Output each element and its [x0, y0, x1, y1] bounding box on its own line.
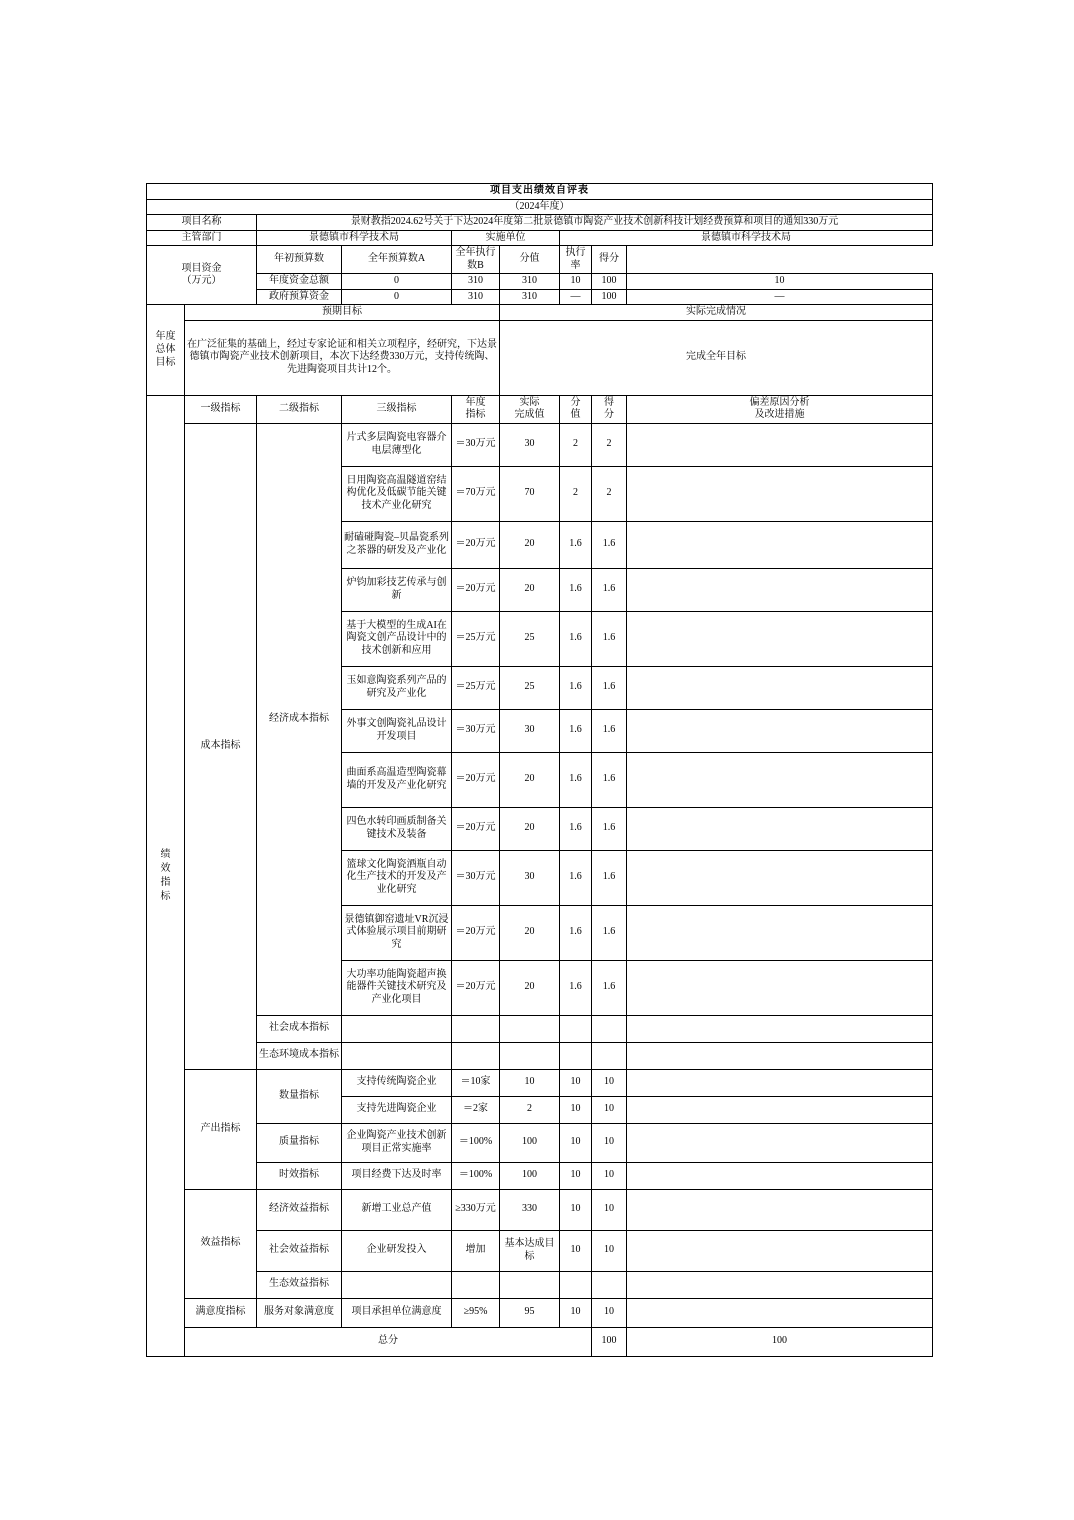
deviation [627, 807, 933, 850]
year-target: ＝20万元 [452, 807, 500, 850]
score-value: 1.6 [560, 850, 592, 905]
funds-row-total [147, 274, 933, 290]
level3-label: 日用陶瓷高温隧道窑结构优化及低碳节能关键技术产业化研究 [342, 466, 452, 521]
score-value: 1.6 [560, 709, 592, 752]
score: 1.6 [592, 709, 627, 752]
score: 1.6 [592, 960, 627, 1015]
header-actual: 实际 完成值 [500, 395, 560, 423]
year-target: ＝20万元 [452, 752, 500, 807]
score-value: 1.6 [560, 521, 592, 568]
level3-label: 曲面系高温造型陶瓷幕墙的开发及产业化研究 [342, 752, 452, 807]
total-label: 总分 [185, 1327, 592, 1356]
table-row [147, 1015, 933, 1042]
score: 10 [592, 1162, 627, 1189]
actual-value: 30 [500, 423, 560, 466]
col-begin-budget: 年初预算数 [257, 246, 342, 274]
score-value: 1.6 [560, 807, 592, 850]
funds-row-annual: 310 [452, 274, 500, 290]
header-level2: 二级指标 [257, 395, 342, 423]
funds-row-scoreval: — [560, 289, 592, 305]
expected-goal-text: 在广泛征集的基础上，经过专家论证和相关立项程序，经研究，下达景德镇市陶瓷产业技术创新项目，本次下达经费330万元，支持传统陶、先进陶瓷项目共计12个。 [185, 320, 500, 395]
annual-goal-body-row [147, 320, 933, 395]
table-row [147, 1042, 933, 1069]
funds-row-exec: 310 [500, 289, 560, 305]
funds-row-scoreval: 10 [560, 274, 592, 290]
actual-value: 20 [500, 960, 560, 1015]
score-value [560, 1042, 592, 1069]
year-target [452, 1271, 500, 1298]
actual-value: 25 [500, 666, 560, 709]
funds-header-row [147, 246, 933, 274]
header-level3: 三级指标 [342, 395, 452, 423]
score-value: 10 [560, 1189, 592, 1230]
level1-benefit: 效益指标 [185, 1189, 257, 1298]
table-row [147, 1189, 933, 1230]
level3-label: 耐磕碰陶瓷–贝晶瓷系列之茶器的研发及产业化 [342, 521, 452, 568]
level2-timeliness: 时效指标 [257, 1162, 342, 1189]
level2-social-benefit: 社会效益指标 [257, 1230, 342, 1271]
year-target: ＝20万元 [452, 568, 500, 611]
score-value: 10 [560, 1123, 592, 1162]
score-value: 1.6 [560, 568, 592, 611]
expected-goal-label: 预期目标 [185, 305, 500, 321]
actual-value: 基本达成目标 [500, 1230, 560, 1271]
project-name-label: 项目名称 [147, 215, 257, 231]
funds-label-line2: （万元） [181, 275, 222, 286]
actual-value: 20 [500, 752, 560, 807]
level2-eco-benefit: 生态效益指标 [257, 1271, 342, 1298]
actual-value: 2 [500, 1096, 560, 1123]
score-value: 1.6 [560, 611, 592, 666]
score: 10 [592, 1096, 627, 1123]
deviation [627, 666, 933, 709]
funds-row-begin: 0 [342, 274, 452, 290]
score-value: 10 [560, 1298, 592, 1327]
actual-value: 330 [500, 1189, 560, 1230]
actual-value: 10 [500, 1069, 560, 1096]
deviation [627, 752, 933, 807]
deviation [627, 1230, 933, 1271]
deviation [627, 521, 933, 568]
score: 10 [592, 1189, 627, 1230]
level3-label: 景德镇御窑遗址VR沉浸式体验展示项目前期研究 [342, 905, 452, 960]
funds-row-score: — [627, 289, 933, 305]
level2-quantity: 数量指标 [257, 1069, 342, 1123]
header-deviation: 偏差原因分析 及改进措施 [627, 395, 933, 423]
actual-value: 100 [500, 1162, 560, 1189]
annual-goal-side-label [147, 305, 185, 396]
year-target: ＝20万元 [452, 960, 500, 1015]
annual-goal-header-row [147, 305, 933, 321]
col-exec-rate: 执行率 [560, 246, 592, 274]
actual-result-label: 实际完成情况 [500, 305, 933, 321]
level3-label [342, 1271, 452, 1298]
level3-label: 基于大模型的生成AI在陶瓷文创产品设计中的技术创新和应用 [342, 611, 452, 666]
level3-label [342, 1042, 452, 1069]
year-target: ＝30万元 [452, 709, 500, 752]
year-target: ＝25万元 [452, 611, 500, 666]
level1-cost: 成本指标 [185, 423, 257, 1069]
total-row [147, 1327, 933, 1356]
level3-label: 企业陶瓷产业技术创新项目正常实施率 [342, 1123, 452, 1162]
deviation [627, 850, 933, 905]
indicator-header-row [147, 395, 933, 423]
funds-row-annual: 310 [452, 289, 500, 305]
actual-value: 20 [500, 568, 560, 611]
col-annual-budget: 全年预算数A [342, 246, 452, 274]
score: 2 [592, 423, 627, 466]
indicator-side-text: 绩 效 指 标 [160, 848, 171, 902]
deviation [627, 1042, 933, 1069]
score: 1.6 [592, 752, 627, 807]
level3-label: 项目经费下达及时率 [342, 1162, 452, 1189]
page-title: 项目支出绩效自评表 [147, 184, 933, 200]
dept-unit-row [147, 230, 933, 246]
deviation [627, 423, 933, 466]
deviation [627, 1162, 933, 1189]
score-value: 10 [560, 1069, 592, 1096]
unit-label: 实施单位 [452, 230, 560, 246]
project-name-value: 景财教指2024.62号关于下达2024年度第二批景德镇市陶瓷产业技术创新科技计划经费预算和项目的通知330万元 [257, 215, 933, 231]
unit-value: 景德镇市科学技术局 [560, 230, 933, 246]
actual-value: 70 [500, 466, 560, 521]
year-target [452, 1015, 500, 1042]
deviation [627, 568, 933, 611]
level1-satisfaction: 满意度指标 [185, 1298, 257, 1327]
deviation [627, 1096, 933, 1123]
table-row [147, 1069, 933, 1096]
subtitle-row [147, 199, 933, 215]
level2-service-satisfaction: 服务对象满意度 [257, 1298, 342, 1327]
funds-row-label: 政府预算资金 [257, 289, 342, 305]
level3-label: 支持先进陶瓷企业 [342, 1096, 452, 1123]
score-value: 1.6 [560, 666, 592, 709]
year-target: ＝100% [452, 1162, 500, 1189]
actual-value: 30 [500, 850, 560, 905]
level3-label: 企业研发投入 [342, 1230, 452, 1271]
level2-quality: 质量指标 [257, 1123, 342, 1162]
dept-value: 景德镇市科学技术局 [257, 230, 452, 246]
year-target: ＝100% [452, 1123, 500, 1162]
actual-value: 100 [500, 1123, 560, 1162]
actual-value: 25 [500, 611, 560, 666]
table-row [147, 1123, 933, 1162]
score: 1.6 [592, 850, 627, 905]
funds-row-exec: 310 [500, 274, 560, 290]
level2-eco-cost: 生态环境成本指标 [257, 1042, 342, 1069]
funds-row-gov [147, 289, 933, 305]
year-target: ＝20万元 [452, 521, 500, 568]
funds-row-execrate: 100 [592, 274, 627, 290]
deviation [627, 1123, 933, 1162]
score: 1.6 [592, 611, 627, 666]
score [592, 1042, 627, 1069]
funds-row-label: 年度资金总额 [257, 274, 342, 290]
score: 1.6 [592, 521, 627, 568]
year-target: ＝20万元 [452, 905, 500, 960]
level1-output: 产出指标 [185, 1069, 257, 1189]
header-score: 得 分 [592, 395, 627, 423]
score-value: 10 [560, 1096, 592, 1123]
score-value: 10 [560, 1162, 592, 1189]
actual-value [500, 1015, 560, 1042]
col-score-value: 分值 [500, 246, 560, 274]
dept-label: 主管部门 [147, 230, 257, 246]
deviation [627, 960, 933, 1015]
year-target: ＝30万元 [452, 850, 500, 905]
score: 10 [592, 1298, 627, 1327]
table-row [147, 1298, 933, 1327]
header-year-target: 年度 指标 [452, 395, 500, 423]
actual-value [500, 1271, 560, 1298]
score: 1.6 [592, 807, 627, 850]
score-value: 1.6 [560, 752, 592, 807]
score [592, 1015, 627, 1042]
deviation [627, 1015, 933, 1042]
table-row [147, 1271, 933, 1298]
year-target: ＝25万元 [452, 666, 500, 709]
col-annual-exec: 全年执行数B [452, 246, 500, 274]
score-value: 10 [560, 1230, 592, 1271]
actual-value: 30 [500, 709, 560, 752]
deviation [627, 905, 933, 960]
year-target [452, 1042, 500, 1069]
table-row [147, 1230, 933, 1271]
evaluation-table [146, 183, 933, 1357]
year-target: ＝70万元 [452, 466, 500, 521]
score-value [560, 1015, 592, 1042]
year-target: ＝2家 [452, 1096, 500, 1123]
year-target: ＝10家 [452, 1069, 500, 1096]
score: 2 [592, 466, 627, 521]
level3-label: 玉如意陶瓷系列产品的研究及产业化 [342, 666, 452, 709]
actual-value [500, 1042, 560, 1069]
page-subtitle: （2024年度） [147, 199, 933, 215]
table-row [147, 1162, 933, 1189]
score: 1.6 [592, 568, 627, 611]
actual-result-text: 完成全年目标 [500, 320, 933, 395]
project-name-row [147, 215, 933, 231]
total-score-value: 100 [592, 1327, 627, 1356]
level3-label: 片式多层陶瓷电容器介电层薄型化 [342, 423, 452, 466]
total-score: 100 [627, 1327, 933, 1356]
level3-label [342, 1015, 452, 1042]
deviation [627, 1271, 933, 1298]
performance-self-evaluation-sheet [146, 183, 932, 1357]
level3-label: 外事文创陶瓷礼品设计开发项目 [342, 709, 452, 752]
year-target: ≥95% [452, 1298, 500, 1327]
year-target: 增加 [452, 1230, 500, 1271]
deviation [627, 466, 933, 521]
score-value: 1.6 [560, 960, 592, 1015]
score-value: 1.6 [560, 905, 592, 960]
funds-label [147, 246, 257, 305]
funds-row-score: 10 [627, 274, 933, 290]
deviation [627, 1069, 933, 1096]
deviation [627, 611, 933, 666]
level2-social-cost: 社会成本指标 [257, 1015, 342, 1042]
level3-label: 新增工业总产值 [342, 1189, 452, 1230]
level2-economic-cost: 经济成本指标 [257, 423, 342, 1015]
deviation [627, 1298, 933, 1327]
table-row [147, 423, 933, 466]
header-score-value: 分 值 [560, 395, 592, 423]
funds-row-execrate: 100 [592, 289, 627, 305]
title-row [147, 184, 933, 200]
level3-label: 炉钧加彩技艺传承与创新 [342, 568, 452, 611]
deviation [627, 1189, 933, 1230]
score: 10 [592, 1123, 627, 1162]
level3-label: 大功率功能陶瓷超声换能器件关键技术研究及产业化项目 [342, 960, 452, 1015]
level3-label: 项目承担单位满意度 [342, 1298, 452, 1327]
col-score: 得分 [592, 246, 627, 274]
deviation [627, 709, 933, 752]
funds-row-begin: 0 [342, 289, 452, 305]
actual-value: 20 [500, 521, 560, 568]
score: 10 [592, 1069, 627, 1096]
header-level1: 一级指标 [185, 395, 257, 423]
year-target: ＝30万元 [452, 423, 500, 466]
level3-label: 四色水转印画质制备关键技术及装备 [342, 807, 452, 850]
score: 10 [592, 1230, 627, 1271]
score-value: 2 [560, 423, 592, 466]
year-target: ≥330万元 [452, 1189, 500, 1230]
annual-goal-side-text: 年度 总体 目标 [155, 331, 176, 369]
score-value [560, 1271, 592, 1298]
score-value: 2 [560, 466, 592, 521]
score: 1.6 [592, 905, 627, 960]
funds-label-line1: 项目资金 [181, 262, 222, 274]
actual-value: 95 [500, 1298, 560, 1327]
actual-value: 20 [500, 807, 560, 850]
score: 1.6 [592, 666, 627, 709]
actual-value: 20 [500, 905, 560, 960]
level3-label: 篮球文化陶瓷酒瓶自动化生产技术的开发及产业化研究 [342, 850, 452, 905]
indicator-side-label [147, 395, 185, 1356]
score [592, 1271, 627, 1298]
level3-label: 支持传统陶瓷企业 [342, 1069, 452, 1096]
level2-economic-benefit: 经济效益指标 [257, 1189, 342, 1230]
